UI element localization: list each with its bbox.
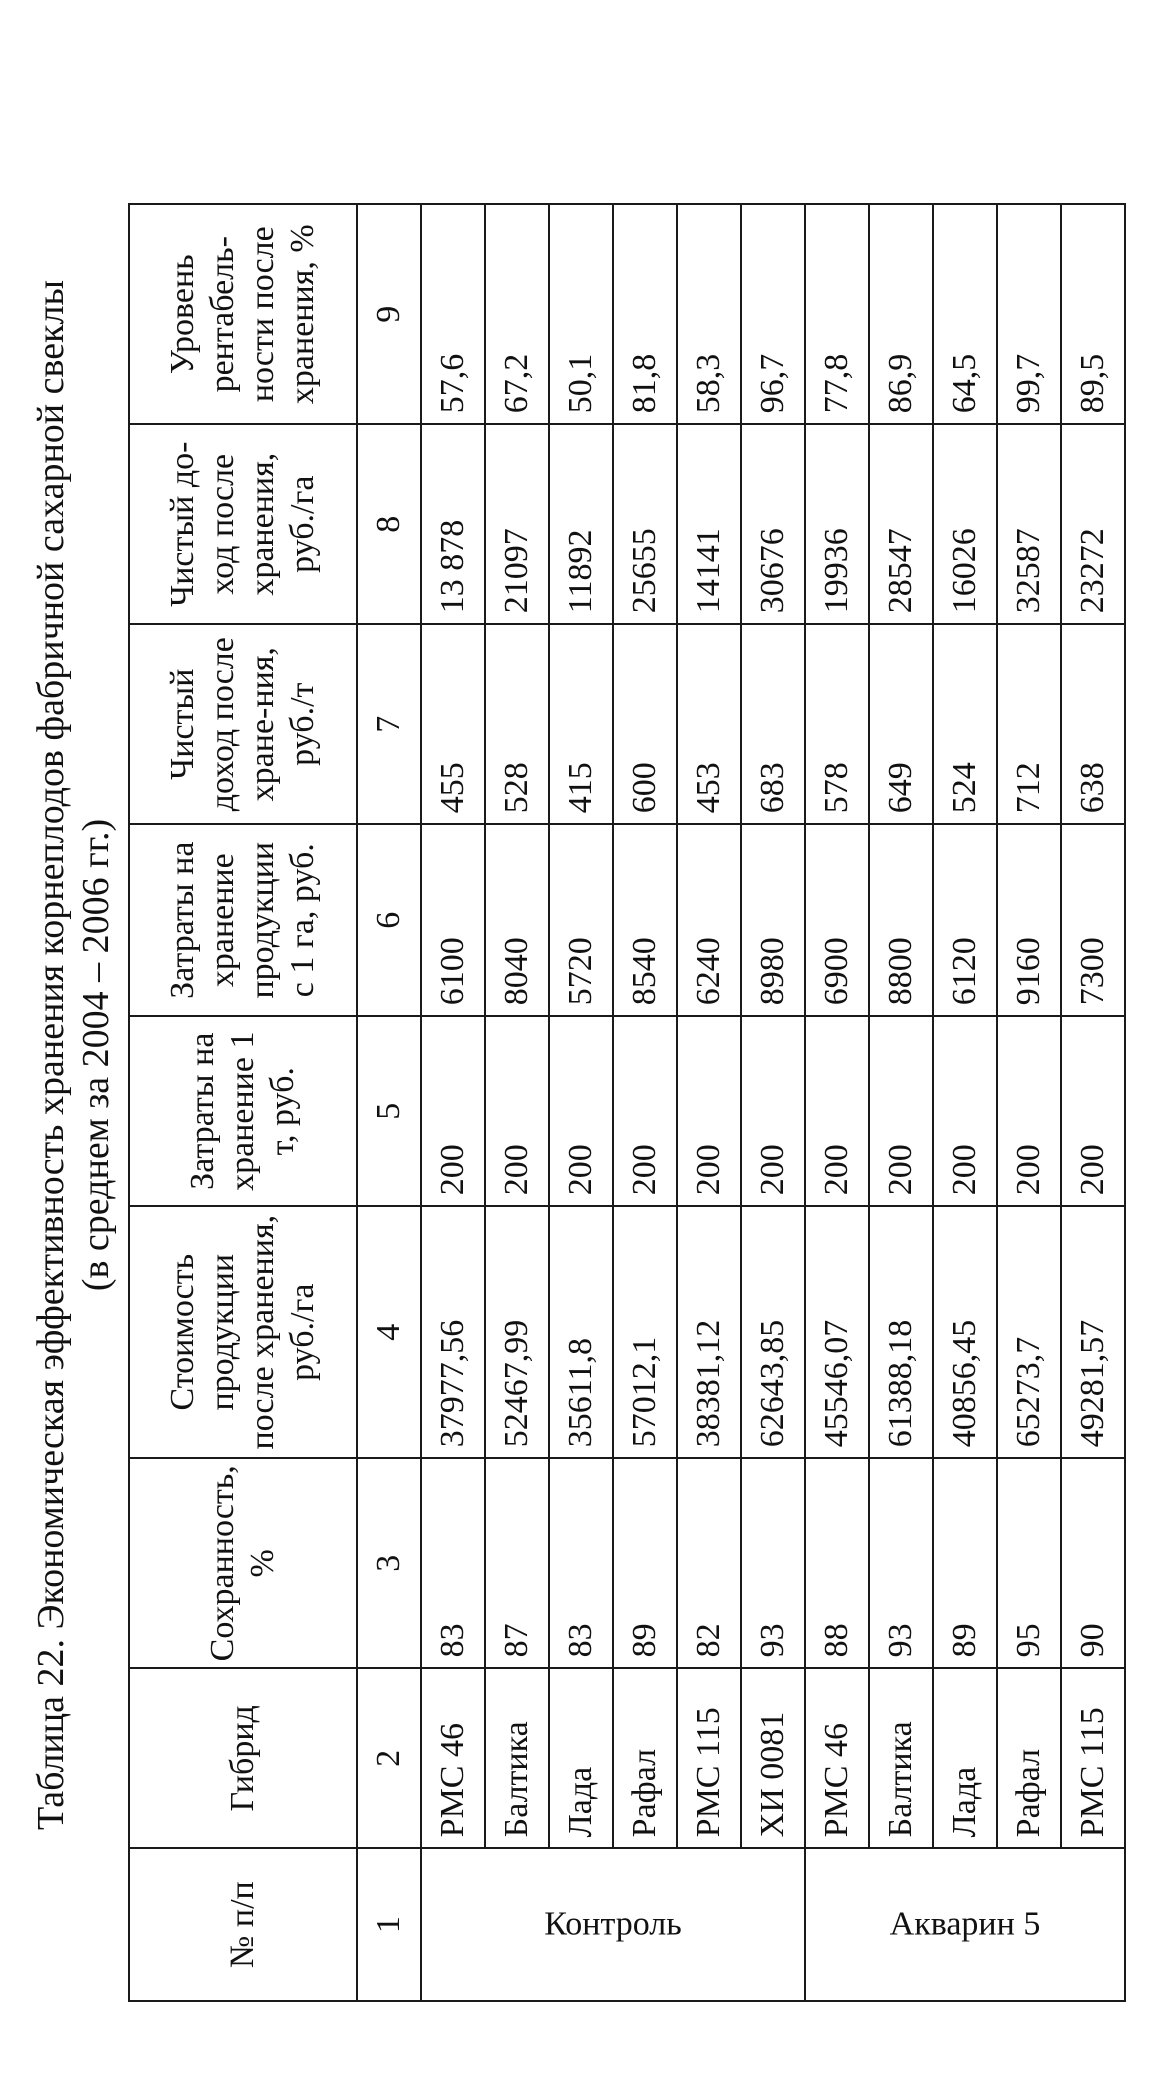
value-cell: 524 xyxy=(933,624,997,824)
value-cell: 99,7 xyxy=(997,204,1061,424)
hybrid-cell: РМС 46 xyxy=(421,1668,485,1848)
value-cell: 649 xyxy=(869,624,933,824)
value-cell: 200 xyxy=(869,1016,933,1206)
value-cell: 7300 xyxy=(1061,824,1125,1016)
group-cell xyxy=(421,1848,805,2001)
value-cell: 81,8 xyxy=(613,204,677,424)
value-cell: 200 xyxy=(1061,1016,1125,1206)
value-cell: 13 878 xyxy=(421,424,485,624)
value-cell: 683 xyxy=(741,624,805,824)
hybrid-cell: РМС 46 xyxy=(805,1668,869,1848)
hybrid-cell: РМС 115 xyxy=(677,1668,741,1848)
value-cell: 93 xyxy=(741,1458,805,1668)
value-cell: 8040 xyxy=(485,824,549,1016)
value-cell: 6900 xyxy=(805,824,869,1016)
value-cell: 45546,07 xyxy=(805,1206,869,1458)
group-label: Контроль xyxy=(544,1905,682,1943)
value-cell: 37977,56 xyxy=(421,1206,485,1458)
value-cell: 83 xyxy=(421,1458,485,1668)
value-cell: 83 xyxy=(549,1458,613,1668)
column-number: 9 xyxy=(357,204,421,424)
value-cell: 49281,57 xyxy=(1061,1206,1125,1458)
value-cell: 200 xyxy=(741,1016,805,1206)
column-number: 6 xyxy=(357,824,421,1016)
value-cell: 21097 xyxy=(485,424,549,624)
table-row xyxy=(869,204,933,2001)
column-number: 5 xyxy=(357,1016,421,1206)
value-cell: 89,5 xyxy=(1061,204,1125,424)
table-subtitle: (в среднем за 2004 – 2006 гг.) xyxy=(75,818,117,1292)
title-block xyxy=(28,60,118,2050)
hybrid-cell: ХИ 0081 xyxy=(741,1668,805,1848)
value-cell: 65273,7 xyxy=(997,1206,1061,1458)
value-cell: 415 xyxy=(549,624,613,824)
value-cell: 52467,99 xyxy=(485,1206,549,1458)
hybrid-cell: Лада xyxy=(933,1668,997,1848)
value-cell: 200 xyxy=(421,1016,485,1206)
value-cell: 57012,1 xyxy=(613,1206,677,1458)
value-cell: 25655 xyxy=(613,424,677,624)
hybrid-cell: Балтика xyxy=(869,1668,933,1848)
value-cell: 528 xyxy=(485,624,549,824)
hybrid-cell: Лада xyxy=(549,1668,613,1848)
value-cell: 67,2 xyxy=(485,204,549,424)
column-number: 2 xyxy=(357,1668,421,1848)
value-cell: 89 xyxy=(613,1458,677,1668)
group-label: Акварин 5 xyxy=(889,1905,1041,1943)
hybrid-cell: РМС 115 xyxy=(1061,1668,1125,1848)
value-cell: 200 xyxy=(933,1016,997,1206)
value-cell: 16026 xyxy=(933,424,997,624)
header-cell: № п/п xyxy=(129,1848,357,2001)
value-cell: 28547 xyxy=(869,424,933,624)
value-cell: 32587 xyxy=(997,424,1061,624)
value-cell: 453 xyxy=(677,624,741,824)
value-cell: 96,7 xyxy=(741,204,805,424)
value-cell: 14141 xyxy=(677,424,741,624)
value-cell: 40856,45 xyxy=(933,1206,997,1458)
table-row xyxy=(1061,204,1125,2001)
value-cell: 8540 xyxy=(613,824,677,1016)
hybrid-cell: Балтика xyxy=(485,1668,549,1848)
hybrid-cell: Рафал xyxy=(613,1668,677,1848)
value-cell: 200 xyxy=(485,1016,549,1206)
value-cell: 57,6 xyxy=(421,204,485,424)
header-cell: Затраты на хранение 1 т, руб. xyxy=(129,1016,357,1206)
column-number: 7 xyxy=(357,624,421,824)
value-cell: 82 xyxy=(677,1458,741,1668)
group-cell xyxy=(805,1848,1125,2001)
table-row xyxy=(933,204,997,2001)
header-row xyxy=(129,204,357,2001)
value-cell: 200 xyxy=(613,1016,677,1206)
value-cell: 200 xyxy=(549,1016,613,1206)
value-cell: 8980 xyxy=(741,824,805,1016)
value-cell: 77,8 xyxy=(805,204,869,424)
efficiency-table xyxy=(128,203,1126,2002)
value-cell: 58,3 xyxy=(677,204,741,424)
table-row xyxy=(549,204,613,2001)
table-row xyxy=(677,204,741,2001)
value-cell: 11892 xyxy=(549,424,613,624)
header-cell: Затраты на хранение продукции с 1 га, руб. xyxy=(129,824,357,1016)
value-cell: 23272 xyxy=(1061,424,1125,624)
column-number: 1 xyxy=(357,1848,421,2001)
value-cell: 86,9 xyxy=(869,204,933,424)
value-cell: 90 xyxy=(1061,1458,1125,1668)
value-cell: 62643,85 xyxy=(741,1206,805,1458)
table-row xyxy=(741,204,805,2001)
hybrid-cell: Рафал xyxy=(997,1668,1061,1848)
header-cell: Чистый до-ход после хранения, руб./га xyxy=(129,424,357,624)
header-cell: Гибрид xyxy=(129,1668,357,1848)
value-cell: 30676 xyxy=(741,424,805,624)
column-number-row xyxy=(357,204,421,2001)
value-cell: 5720 xyxy=(549,824,613,1016)
value-cell: 35611,8 xyxy=(549,1206,613,1458)
value-cell: 200 xyxy=(805,1016,869,1206)
value-cell: 95 xyxy=(997,1458,1061,1668)
table-row xyxy=(805,204,869,2001)
value-cell: 50,1 xyxy=(549,204,613,424)
header-cell: Сохранность, % xyxy=(129,1458,357,1668)
table-title: Таблица 22. Экономическая эффективность хранения корнеплодов фабричной сахарной свеклы xyxy=(30,279,72,1831)
value-cell: 200 xyxy=(997,1016,1061,1206)
value-cell: 61388,18 xyxy=(869,1206,933,1458)
table-row xyxy=(997,204,1061,2001)
table-row xyxy=(485,204,549,2001)
value-cell: 87 xyxy=(485,1458,549,1668)
value-cell: 64,5 xyxy=(933,204,997,424)
value-cell: 9160 xyxy=(997,824,1061,1016)
header-cell: Стоимость продукции после хранения, руб./га xyxy=(129,1206,357,1458)
column-number: 3 xyxy=(357,1458,421,1668)
value-cell: 578 xyxy=(805,624,869,824)
column-number: 4 xyxy=(357,1206,421,1458)
header-cell: Чистый доход после хране-ния, руб./т xyxy=(129,624,357,824)
value-cell: 6240 xyxy=(677,824,741,1016)
value-cell: 455 xyxy=(421,624,485,824)
value-cell: 89 xyxy=(933,1458,997,1668)
value-cell: 200 xyxy=(677,1016,741,1206)
value-cell: 600 xyxy=(613,624,677,824)
table-row xyxy=(613,204,677,2001)
value-cell: 712 xyxy=(997,624,1061,824)
value-cell: 19936 xyxy=(805,424,869,624)
value-cell: 38381,12 xyxy=(677,1206,741,1458)
value-cell: 8800 xyxy=(869,824,933,1016)
value-cell: 6100 xyxy=(421,824,485,1016)
value-cell: 93 xyxy=(869,1458,933,1668)
table-row xyxy=(421,204,485,2001)
value-cell: 638 xyxy=(1061,624,1125,824)
header-cell: Уровень рентабель-ности после хранения, % xyxy=(129,204,357,424)
column-number: 8 xyxy=(357,424,421,624)
value-cell: 88 xyxy=(805,1458,869,1668)
value-cell: 6120 xyxy=(933,824,997,1016)
